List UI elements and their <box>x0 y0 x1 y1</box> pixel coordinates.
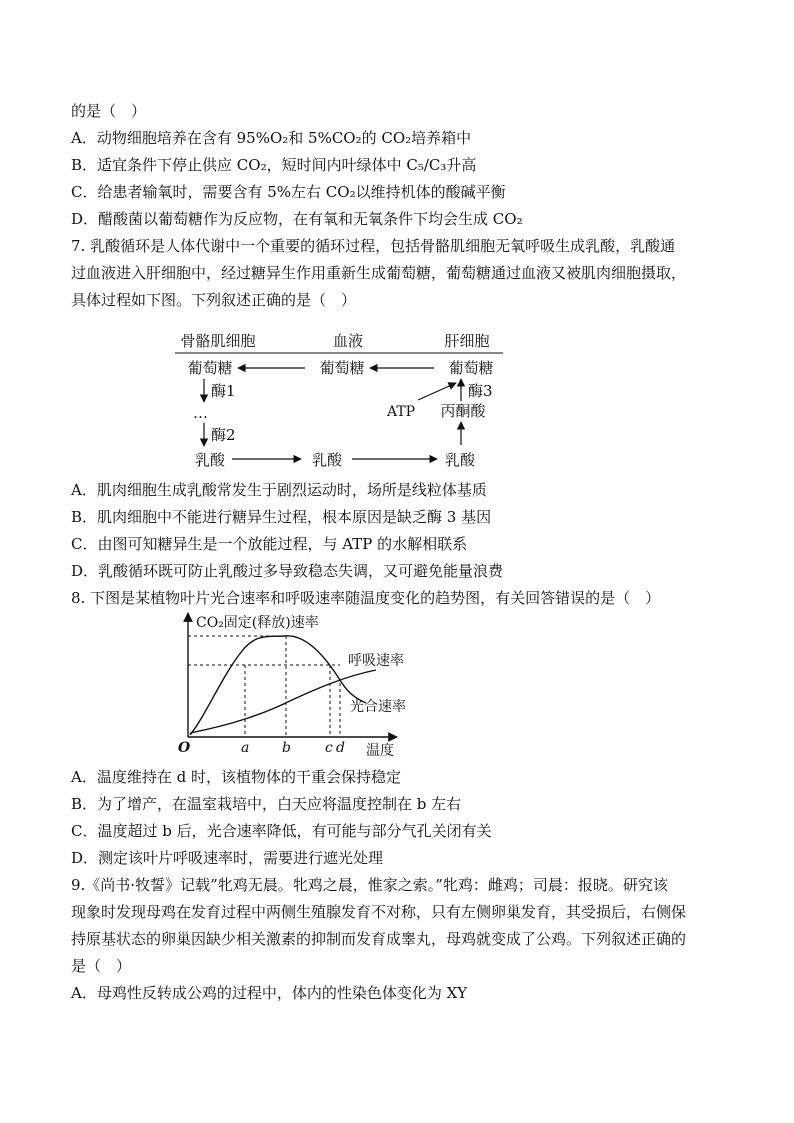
q9-stem-line-1: 9.《尚书·牧誓》记载”牝鸡无晨。牝鸡之晨，惟家之索。”牝鸡：雌鸡；司晨：报晓。研究该 <box>71 876 668 894</box>
q6-option-a: A．动物细胞培养在含有 95%O₂和 5%CO₂的 CO₂培养箱中 <box>71 129 472 147</box>
x-tick-b: b <box>282 740 291 756</box>
x-tick-a: a <box>241 740 250 756</box>
q9-option-a: A．母鸡性反转成公鸡的过程中，体内的性染色体变化为 XY <box>71 984 468 1002</box>
q6-option-d: D．醋酸菌以葡萄糖作为反应物，在有氧和无氧条件下均会生成 CO₂ <box>71 210 523 228</box>
enzyme2-label: 酶2 <box>211 426 236 444</box>
ellipsis-label: … <box>193 404 208 422</box>
q7-stem-line-3: 具体过程如下图。下列叙述正确的是（ ） <box>71 291 357 309</box>
atp-label: ATP <box>387 404 416 420</box>
respiration-rate-curve <box>190 670 376 733</box>
origin-label: O <box>178 740 191 756</box>
q9-stem-line-3: 持原基状态的卵巢因缺少相关激素的抑制而发育成睾丸，母鸡就变成了公鸡。下列叙述正确的 <box>71 930 687 948</box>
q7-stem-line-1: 7. 乳酸循环是人体代谢中一个重要的循环过程，包括骨骼肌细胞无氧呼吸生成乳酸，乳酸通 <box>71 237 676 255</box>
q8-option-d: D．测定该叶片呼吸速率时，需要进行遮光处理 <box>71 849 384 867</box>
q8-option-b: B．为了增产，在温室栽培中，白天应将温度控制在 b 左右 <box>71 795 462 813</box>
q6-option-c: C．给患者输氧时，需要含有 5%左右 CO₂以维持机体的酸碱平衡 <box>71 183 506 201</box>
glucose-liver: 葡萄糖 <box>448 359 494 377</box>
y-axis-label: CO₂固定(释放)速率 <box>196 615 319 631</box>
lactate-blood: 乳酸 <box>311 451 343 469</box>
q7-option-d: D．乳酸循环既可防止乳酸过多导致稳态失调，又可避免能量浪费 <box>71 562 504 580</box>
q7-option-c: C．由图可知糖异生是一个放能过程，与 ATP 的水解相联系 <box>71 535 468 553</box>
q6-option-b: B．适宜条件下停止供应 CO₂，短时间内叶绿体中 C₅/C₃升高 <box>71 156 477 174</box>
enzyme3-label: 酶3 <box>468 382 493 400</box>
pyruvate-label: 丙酮酸 <box>440 402 486 420</box>
respiration-legend-label: 呼吸速率 <box>348 653 404 669</box>
q8-option-c: C．温度超过 b 后，光合速率降低，有可能与部分气孔关闭有关 <box>71 822 492 840</box>
col-liver-header: 肝细胞 <box>444 332 490 350</box>
glucose-muscle: 葡萄糖 <box>187 359 233 377</box>
photosynthesis-legend-label: 光合速率 <box>350 699 406 715</box>
q9-stem-line-2: 现象时发现母鸡在发育过程中两侧生殖腺发育不对称，只有左侧卵巢发育，其受损后，右侧保 <box>71 903 687 921</box>
q8-option-a: A．温度维持在 d 时，该植物体的干重会保持稳定 <box>71 768 401 786</box>
q7-option-b: B．肌肉细胞中不能进行糖异生过程，根本原因是缺乏酶 3 基因 <box>71 508 492 526</box>
col-blood-header: 血液 <box>332 332 364 350</box>
enzyme1-label: 酶1 <box>211 382 236 400</box>
q6-stem-end: 的是（ ） <box>71 102 147 120</box>
col-muscle-header: 骨骼肌细胞 <box>180 332 256 350</box>
glucose-blood: 葡萄糖 <box>319 359 365 377</box>
lactate-muscle: 乳酸 <box>194 451 226 469</box>
x-tick-d: d <box>336 740 345 756</box>
x-axis-label: 温度 <box>366 743 394 759</box>
q7-option-a: A．肌肉细胞生成乳酸常发生于剧烈运动时，场所是线粒体基质 <box>71 481 487 499</box>
q7-stem-line-2: 过血液进入肝细胞中，经过糖异生作用重新生成葡萄糖，葡萄糖通过血液又被肌肉细胞摄取， <box>71 264 687 282</box>
x-tick-c: c <box>325 740 333 756</box>
q8-stem: 8. 下图是某植物叶片光合速率和呼吸速率随温度变化的趋势图，有关回答错误的是（ ） <box>71 589 661 607</box>
lactate-liver: 乳酸 <box>444 451 476 469</box>
q9-stem-line-4: 是（ ） <box>71 957 132 975</box>
